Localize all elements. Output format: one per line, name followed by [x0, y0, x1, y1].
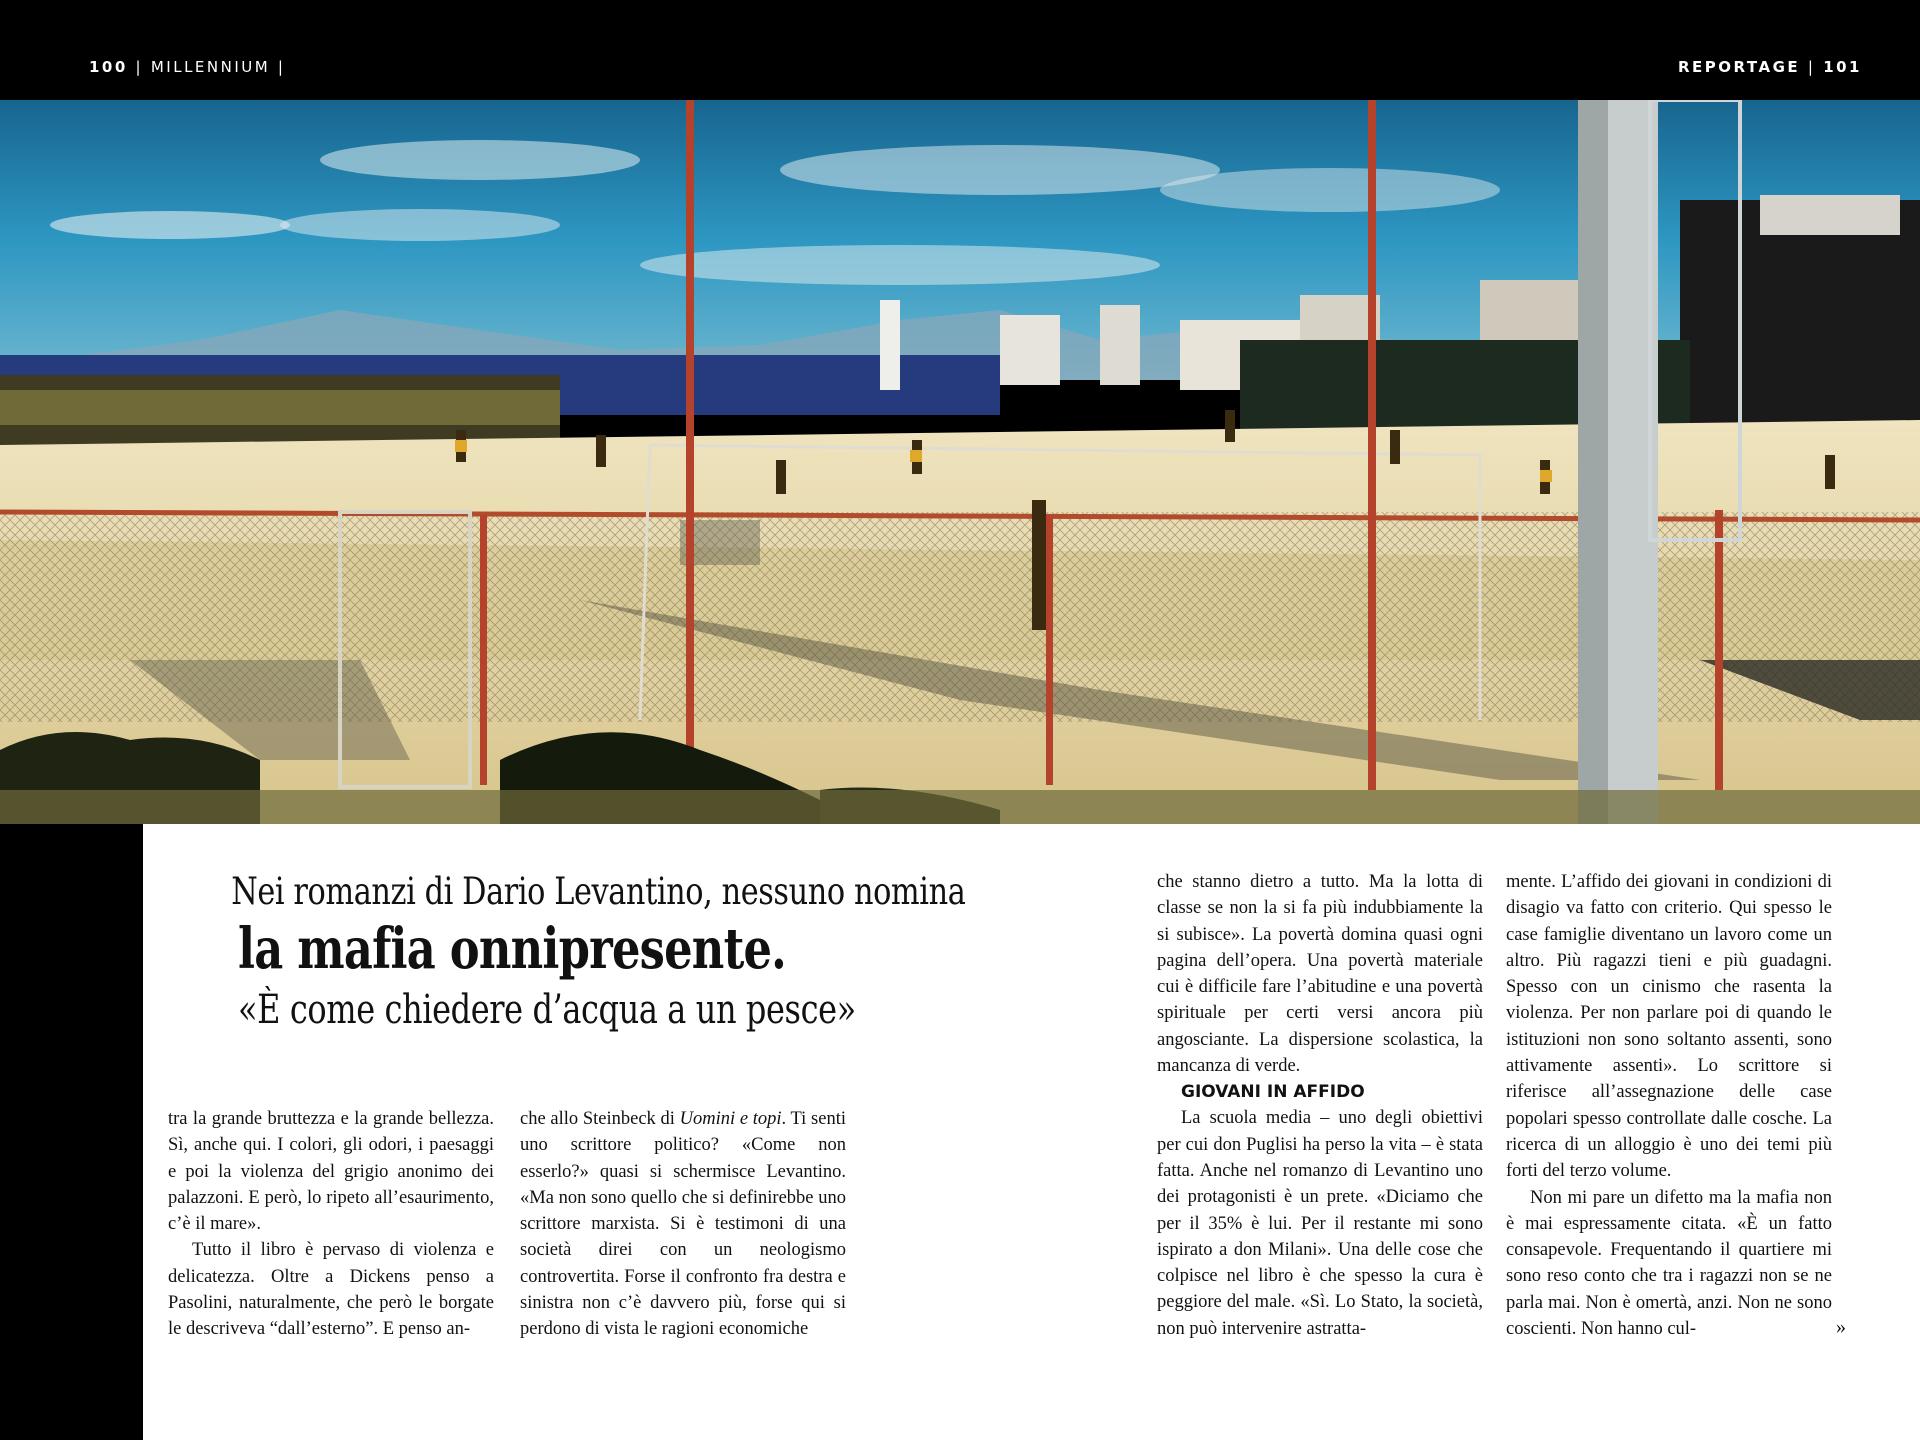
paragraph: mente. L’affido dei giovani in condizioni di disagio va fatto con criterio. Qui spesso le case famiglie diventano un lavoro come un altro. Più ragazzi tieni e più guadagni. Spesso con un cinismo che rasenta la violenza. Per non parlare poi di quando le istituzioni non sono soltanto assenti, sono attivamente assenti». Lo scrittore si riferisce all’assegnazione delle case popolari spesso controllate dalle cosche. La ricerca di un alloggio è uno dei temi più forti del terzo volume. — [1506, 872, 1832, 1182]
headline-line-3: «È come chiedere d’acqua a un pesce» — [238, 987, 856, 1033]
text-column-2 — [520, 1106, 846, 1343]
magazine-name: MILLENNIUM — [150, 58, 271, 76]
paragraph: tra la grande bruttezza e la grande bellezza. Sì, anche qui. I colori, gli odori, i paesaggi e poi la violenza del grigio anonimo dei palazzoni. E però, lo ripeto all’esaurimento, c’è il mare». — [168, 1109, 494, 1235]
text-column-1 — [168, 1106, 494, 1343]
paragraph — [520, 1106, 846, 1343]
text-column-3 — [1157, 869, 1483, 1342]
paragraph: Non mi pare un difetto ma la mafia non è mai espressamente citata. «È un fatto consapevole. Frequentando il quartiere mi sono reso conto che tra i ragazzi non se ne parla mai. Non è omertà, anzi. Non ne sono coscienti. Non hanno cul- — [1506, 1187, 1832, 1340]
folio-separator: | — [1807, 58, 1816, 76]
folio-right — [1678, 58, 1862, 76]
top-black-bar — [0, 0, 1920, 100]
book-title: Uomini e topi — [679, 1109, 782, 1129]
folio-left — [89, 58, 285, 76]
headline-line-2: la mafia onnipresente. — [238, 916, 786, 982]
section-name: REPORTAGE — [1678, 58, 1801, 76]
headline-line-1: Nei romanzi di Dario Levantino, nessuno nomina — [231, 870, 966, 913]
article-headline — [170, 868, 966, 1038]
paragraph: La scuola media – uno degli obiettivi per cui don Puglisi ha perso la vita – è stata fatta. Anche nel romanzo di Levantino uno dei protagonisti è un prete. «Diciamo che per il 35% è lui. Per il restante mi sono ispirato a don Milani». Una delle cose che colpisce nel libro è che spesso la cura è peggiore del male. «Sì. Lo Stato, la società, non può intervenire astratta- — [1157, 1108, 1483, 1339]
reportage-photo — [0, 100, 1920, 824]
text-column-4 — [1506, 869, 1832, 1342]
photo-football-field-icon — [0, 100, 1920, 824]
paragraph-text: che allo Steinbeck di — [520, 1109, 680, 1129]
paragraph: che stanno dietro a tutto. Ma la lotta di classe se non la si fa più indubbiamente la si subisce». La povertà domina quasi ogni pagina dell’opera. Una povertà materiale cui è difficile fare l’abitudine e una povertà spirituale per certi versi ancora più angosciante. La dispersione scolastica, la mancanza di verde. — [1157, 872, 1483, 1077]
folio-separator: | — [277, 58, 286, 76]
folio-separator: | — [135, 58, 144, 76]
section-subhead: GIOVANI IN AFFIDO — [1181, 1082, 1365, 1103]
page-number-left: 100 — [89, 58, 128, 76]
page-number-right: 101 — [1823, 58, 1862, 76]
continue-arrow-icon: » — [1836, 1316, 1846, 1338]
paragraph-text: . Ti senti uno scrittore politico? «Come non esserlo?» quasi si schermisce Levantino. «Ma non sono quello che si definirebbe uno scrittore marxista. Si è testimoni di una società direi con un neologismo controvertita. Forse il confronto fra destra e sinistra non c’è davvero più, forse qui si perdono di vista le ragioni economiche — [520, 1109, 846, 1340]
left-black-strip — [0, 824, 143, 1440]
paragraph: Tutto il libro è pervaso di violenza e delicatezza. Oltre a Dickens penso a Pasolini, naturalmente, che però le borgate le descriveva “dall’esterno”. E penso an- — [168, 1240, 494, 1340]
